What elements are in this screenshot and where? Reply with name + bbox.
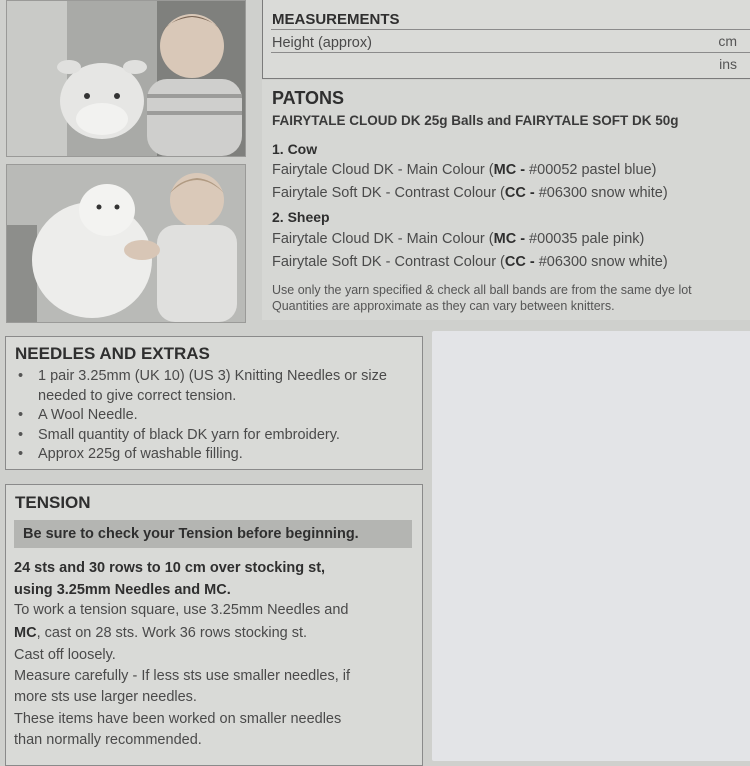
cow-heading: 1. Cow [272,141,318,157]
tension-text-line: more sts use larger needles. [14,689,197,705]
tension-text-line: than normally recommended. [14,732,202,748]
tension-text-line: Measure carefully - If less sts use smaller needles, if [14,668,351,684]
tension-text-line: Cast off loosely. [14,647,116,663]
measurements-row-cm [271,29,750,52]
sheep-heading: 2. Sheep [272,209,330,225]
measurements-row-ins [271,52,750,75]
unit-ins: ins [719,56,737,72]
tension-text-line: These items have been worked on smaller needles [14,711,342,727]
brand-title: PATONS [272,88,345,108]
tension-text-line: To work a tension square, use 3.25mm Needles and [14,602,349,618]
tension-banner [14,520,412,548]
sheep-main-colour: Fairytale Cloud DK - Main Colour (MC - #00035 pale pink) [272,231,645,247]
yarn-note-quantities: Quantities are approximate as they can vary between knitters. [272,299,615,313]
tension-text-line: MC, cast on 28 sts. Work 36 rows stocking st. [14,625,308,641]
needles-extras-panel [5,336,423,470]
tension-spec-line-2: using 3.25mm Needles and MC. [14,582,231,598]
yarn-subtitle: FAIRYTALE CLOUD DK 25g Balls and FAIRYTALE SOFT DK 50g [272,113,679,128]
list-item: • 1 pair 3.25mm (UK 10) (US 3) Knitting Needles or size needed to give correct tension. [15,367,408,406]
yarn-note-dye-lot: Use only the yarn specified & check all ball bands are from the same dye lot [272,283,692,297]
height-label: Height (approx) [272,35,372,51]
photo-baby-with-sheep-toy [6,164,246,323]
sheep-contrast-colour: Fairytale Soft DK - Contrast Colour (CC - #06300 snow white) [272,254,668,270]
measurements-title: MEASUREMENTS [272,11,400,28]
needles-title: NEEDLES AND EXTRAS [15,344,210,363]
photo-baby-with-cow-toy [6,0,246,157]
cow-main-colour: Fairytale Cloud DK - Main Colour (MC - #00052 pastel blue) [272,162,657,178]
list-item: • A Wool Needle. [15,406,408,426]
list-item: • Approx 225g of washable filling. [15,445,408,465]
cow-contrast-colour: Fairytale Soft DK - Contrast Colour (CC - #06300 snow white) [272,185,668,201]
blank-card [432,331,750,761]
measurements-panel [262,0,750,79]
unit-cm: cm [718,33,737,49]
tension-title: TENSION [15,493,91,512]
tension-banner-text: Be sure to check your Tension before beginning. [23,526,359,542]
tension-panel [5,484,423,766]
yarn-panel [262,80,750,320]
tension-spec-line-1: 24 sts and 30 rows to 10 cm over stocking st, [14,560,326,576]
list-item: • Small quantity of black DK yarn for embroidery. [15,426,408,446]
needles-list [15,367,408,465]
